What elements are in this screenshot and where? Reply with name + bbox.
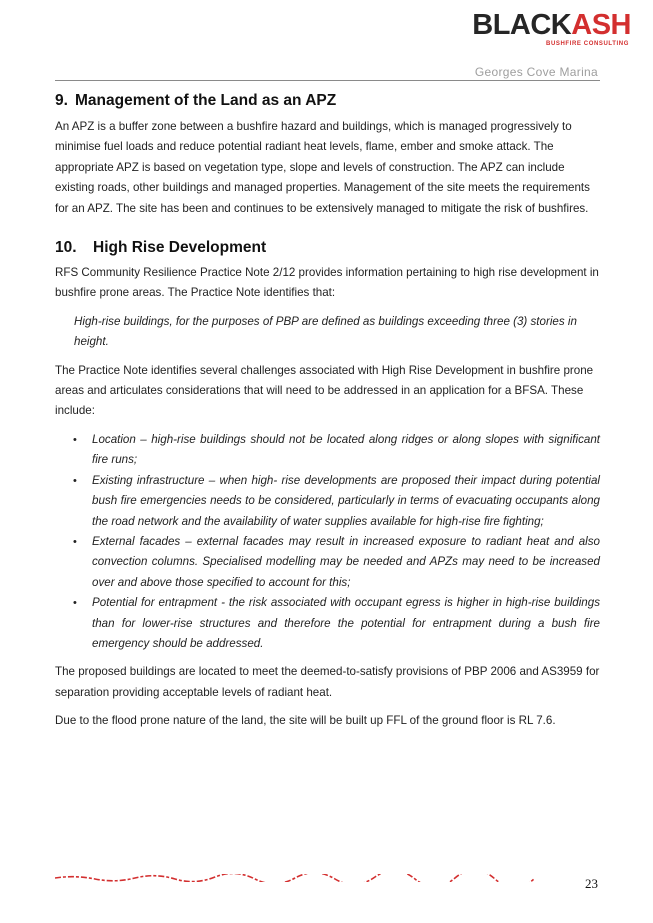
list-item-text: Existing infrastructure – when high- rise developments are proposed their impact during potential bush fire emergencies needs to be considered, particularly in terms of evacuating occupants along the road network and the availability of water supplies available for high-rise fire fighting;	[92, 473, 600, 528]
definition-quote: High-rise buildings, for the purposes of PBP are defined as buildings exceeding three (3) stories in height.	[74, 314, 577, 349]
section-9-title: Management of the Land as an APZ	[75, 92, 337, 109]
header-divider	[55, 80, 600, 81]
section-9-paragraph: An APZ is a buffer zone between a bushfire hazard and buildings, which is managed progressively to minimise fuel loads and reduce potential radiant heat levels, flame, ember and smoke attack. The appropriate APZ is based on vegetation type, slope and levels of construction. The APZ can include existing roads, other buildings and managed properties. Management of the site meets the requirements for an APZ. The site has been and continues to be extensively managed to mitigate the risk of bushfires.	[55, 120, 590, 215]
document-title: Georges Cove Marina	[474, 65, 598, 79]
section-10-number: 10.	[55, 239, 77, 257]
section-10-title: High Rise Development	[93, 239, 267, 257]
logo-text-main: BLACK	[472, 9, 572, 41]
section-10-heading	[55, 238, 600, 258]
section-9-heading	[55, 91, 600, 111]
list-item	[55, 532, 600, 593]
flood-paragraph: Due to the flood prone nature of the land, the site will be built up FFL of the ground floor is RL 7.6.	[55, 714, 556, 728]
company-logo	[451, 10, 631, 47]
list-item	[55, 593, 600, 654]
list-item	[55, 430, 600, 471]
challenges-list	[55, 430, 600, 654]
list-item	[55, 471, 600, 532]
logo-text-accent: ASH	[571, 9, 631, 41]
bullet-icon	[73, 532, 77, 552]
challenges-intro: The Practice Note identifies several challenges associated with High Rise Development in bushfire prone areas and articulates considerations that will need to be addressed in an application for a BFSA. These include:	[55, 363, 594, 418]
buildings-paragraph: The proposed buildings are located to meet the deemed-to-satisfy provisions of PBP 2006 and AS3959 for separation providing acceptable levels of radiant heat.	[55, 665, 600, 699]
list-item-text: External facades – external facades may result in increased exposure to radiant heat and also convection columns. Specialised modelling may be needed and APZs may need to be increased over and above those specified to account for this;	[92, 534, 600, 589]
logo-tagline: BUSHFIRE CONSULTING	[546, 41, 629, 47]
section-10-intro: RFS Community Resilience Practice Note 2/12 provides information pertaining to high rise development in bushfire prone areas. The Practice Note identifies that:	[55, 266, 599, 300]
logo-wordmark	[451, 10, 631, 40]
footer-decorative-line	[55, 874, 535, 882]
bullet-icon	[73, 593, 77, 613]
list-item-text: Potential for entrapment - the risk associated with occupant egress is higher in high-rise buildings than for lower-rise structures and therefore the potential for entrapment during a bush fire emergency should be addressed.	[92, 596, 600, 650]
page-content	[55, 90, 600, 740]
bullet-icon	[73, 430, 77, 450]
list-item-text: Location – high-rise buildings should not be located along ridges or along slopes with significant fire runs;	[92, 432, 600, 467]
section-9-number: 9.	[55, 92, 68, 109]
bullet-icon	[73, 471, 77, 491]
page-number: 23	[585, 876, 598, 891]
